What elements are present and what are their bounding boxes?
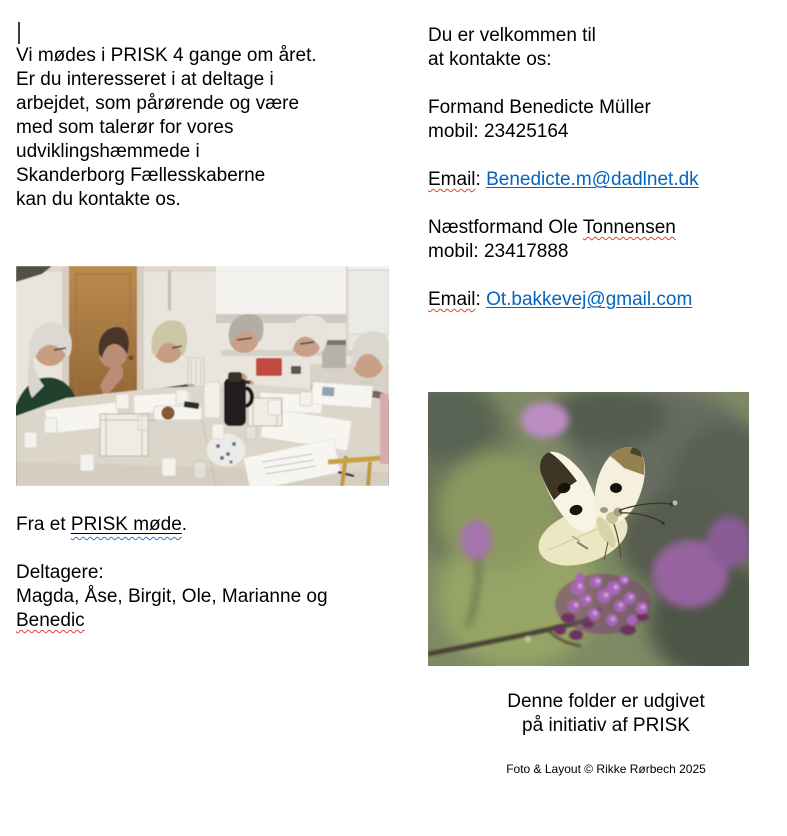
- email-colon: :: [475, 289, 487, 310]
- caption-suffix: .: [181, 514, 188, 535]
- intro-line: kan du kontakte os.: [16, 189, 181, 210]
- participants-heading: Deltagere:: [16, 562, 104, 583]
- email-label: Email: [428, 169, 476, 190]
- text-cursor[interactable]: [18, 22, 20, 44]
- participants-names: Magda, Åse, Birgit, Ole, Marianne og: [16, 586, 328, 607]
- intro-line: Er du interesseret i at deltage i: [16, 69, 274, 90]
- chairman-mobile: mobil: 23425164: [428, 121, 569, 142]
- butterfly-photo: [428, 392, 749, 666]
- vice-chairman-email-line: [428, 288, 699, 312]
- vice-chairman-email-link[interactable]: Ot.bakkevej@gmail.com: [486, 289, 693, 310]
- butterfly-photo-image: [428, 392, 749, 666]
- intro-line: udviklingshæmmede i: [16, 141, 200, 162]
- footer-line: Denne folder er udgivet: [507, 691, 705, 712]
- vice-chairman-surname: Tonnensen: [582, 217, 676, 238]
- welcome-line: at kontakte os:: [428, 49, 552, 70]
- vice-chairman-block: [428, 216, 699, 264]
- caption-prefix: Fra et: [16, 514, 71, 535]
- chairman-email-link[interactable]: Benedicte.m@dadlnet.dk: [486, 169, 699, 190]
- meeting-photo: [16, 266, 389, 486]
- participants-last-name: Benedic: [16, 610, 85, 631]
- intro-paragraph: [16, 44, 317, 212]
- intro-line: med som talerør for vores: [16, 117, 234, 138]
- footer-note: [428, 690, 784, 738]
- footer-line: på initiativ af PRISK: [522, 715, 690, 736]
- caption-grammar-mark: [71, 514, 182, 535]
- welcome-line: Du er velkommen til: [428, 25, 596, 46]
- photo-caption: [16, 513, 187, 537]
- participants-block: [16, 561, 328, 633]
- intro-line: arbejdet, som pårørende og være: [16, 93, 300, 114]
- chairman-name: Formand Benedicte Müller: [428, 97, 651, 118]
- email-colon: :: [475, 169, 487, 190]
- credit-line: Foto & Layout © Rikke Rørbech 2025: [506, 762, 706, 776]
- email-label: Email: [428, 289, 476, 310]
- contact-section: [428, 24, 699, 312]
- caption-underlined-text: PRISK møde: [70, 514, 182, 535]
- chairman-block: [428, 96, 699, 144]
- intro-line: Skanderborg Fællesskaberne: [16, 165, 266, 186]
- welcome-paragraph: [428, 24, 699, 72]
- vice-chairman-mobile: mobil: 23417888: [428, 241, 569, 262]
- chairman-email-line: [428, 168, 699, 192]
- intro-line: Vi mødes i PRISK 4 gange om året.: [16, 45, 317, 66]
- meeting-photo-image: [16, 266, 389, 486]
- vice-chairman-title: Næstformand Ole: [428, 217, 583, 238]
